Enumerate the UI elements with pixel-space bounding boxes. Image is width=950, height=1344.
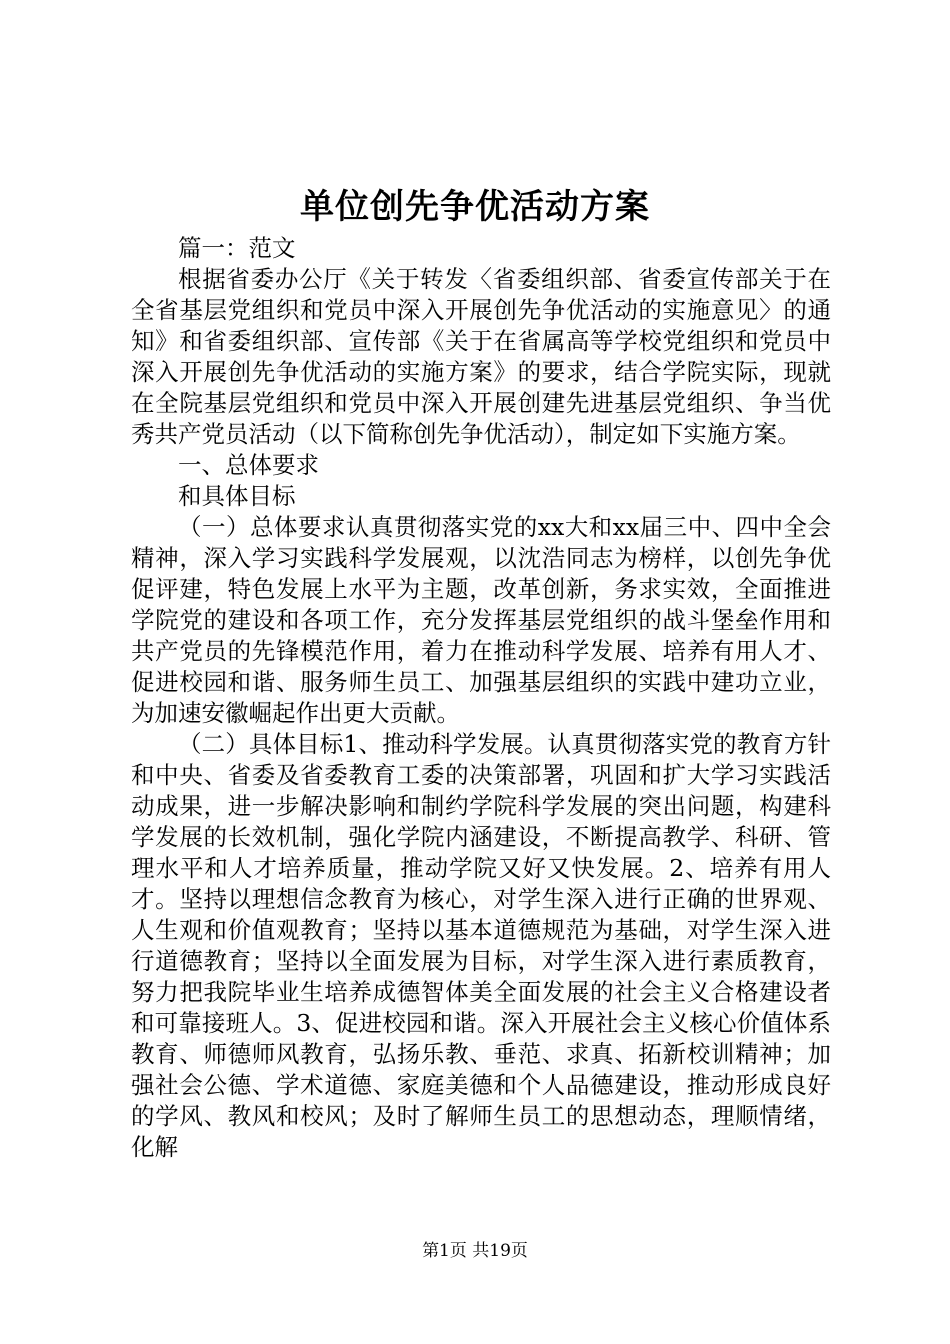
section-heading: 一、总体要求 [178,451,319,479]
section-label: 篇一：范文 [178,234,296,262]
body-paragraph: （二）具体目标1、推动科学发展。认真贯彻落实党的教育方针和中央、省委及省委教育工委的决策部署，巩固和扩大学习实践活动成果，进一步解决影响和制约学院科学发展的突出问题，构建科学发展的长效机制，强化学院内涵建设，不断提高教学、科研、管理水平和人才培养质量，推动学院又好又快发展。2、培养有用人才。坚持以理想信念教育为核心，对学生深入进行正确的世界观、人生观和价值观教育；坚持以基本道德规范为基础，对学生深入进行道德教育；坚持以全面发展为目标，对学生深入进行素质教育，努力把我院毕业生培养成德智体美全面发展的社会主义合格建设者和可靠接班人。3、促进校园和谐。深入开展社会主义核心价值体系教育、师德师风教育，弘扬乐教、垂范、求真、拓新校训精神；加强社会公德、学术道德、家庭美德和个人品德建设，推动形成良好的学风、教风和校风；及时了解师生员工的思想动态，理顺情绪，化解 [131,730,831,1161]
body-paragraph: （一）总体要求认真贯彻落实党的xx大和xx届三中、四中全会精神，深入学习实践科学发展观，以沈浩同志为榜样，以创先争优促评建，特色发展上水平为主题，改革创新，务求实效，全面推进学院党的建设和各项工作，充分发挥基层党组织的战斗堡垒作用和共产党员的先锋模范作用，着力在推动科学发展、培养有用人才、促进校园和谐、服务师生员工、加强基层组织的实践中建功立业，为加速安徽崛起作出更大贡献。 [131,513,831,727]
section-heading: 和具体目标 [178,482,296,510]
document-title: 单位创先争优活动方案 [300,187,650,227]
document-body [131,233,831,1163]
body-paragraph: 根据省委办公厅《关于转发〈省委组织部、省委宣传部关于在全省基层党组织和党员中深入开展创先争优活动的实施意见〉的通知》和省委组织部、宣传部《关于在省属高等学校党组织和党员中深入开展创先争优活动的实施方案》的要求，结合学院实际，现就在全院基层党组织和党员中深入开展创建先进基层党组织、争当优秀共产党员活动（以下简称创先争优活动），制定如下实施方案。 [131,265,831,448]
page-number: 第1页 共19页 [422,1241,528,1261]
